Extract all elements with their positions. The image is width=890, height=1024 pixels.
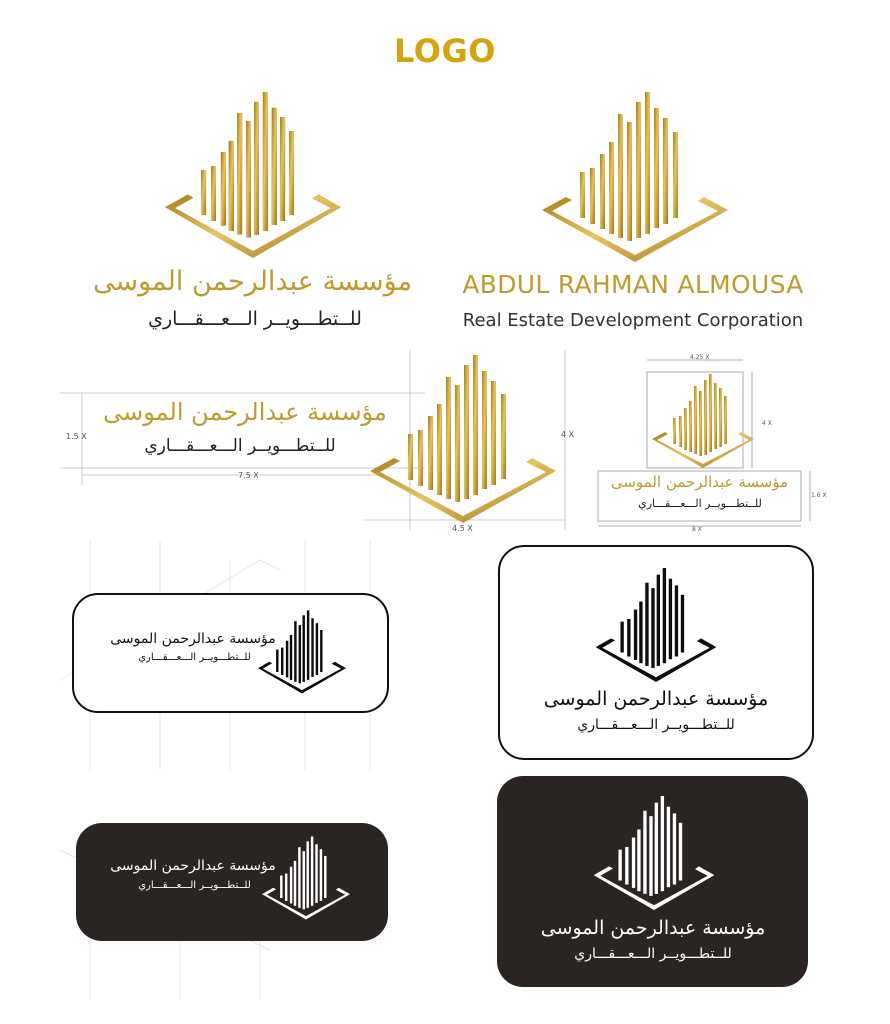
building-mark-icon [262,836,350,920]
arabic-tagline: للــتطـــويــر الـــعـــقـــاري [138,880,251,891]
arabic-tagline: للــتطـــويــر الـــعـــقـــاري [144,436,336,456]
building-mark-icon [594,568,718,682]
arabic-tagline: للــتطـــويــر الـــعـــقـــاري [577,717,735,733]
english-tagline: Real Estate Development Corporation [462,310,804,331]
dim-v-mark-width: 4.25 X [690,354,710,361]
building-mark-icon [652,374,754,468]
dim-mark-width: 4.5 X [452,524,473,533]
dim-v-mark-height: 4 X [762,420,772,427]
dim-width: 7.5 X [238,471,259,480]
arabic-name: مؤسسة عبدالرحمن الموسى [103,398,387,426]
arabic-tagline: للــتطـــويــر الـــعـــقـــاري [574,946,732,962]
arabic-tagline: للــتطـــويــر الـــعـــقـــاري [148,308,362,330]
arabic-name: مؤسسة عبدالرحمن الموسى [543,688,769,710]
building-mark-icon [542,92,728,262]
dim-mark-height: 4 X [561,430,575,439]
arabic-name: مؤسسة عبدالرحمن الموسى [110,858,276,874]
dim-v-text-width: 8 X [692,526,702,533]
dim-v-text-height: 1.6 X [811,492,827,499]
dim-height: 1.5 X [66,432,87,441]
arabic-tagline: للــتطـــويــر الـــعـــقـــاري [638,497,762,510]
building-mark-icon [592,796,716,910]
page-title: LOGO [394,32,496,70]
arabic-name: مؤسسة عبدالرحمن الموسى [110,631,276,647]
building-mark-icon [258,610,346,694]
arabic-name: مؤسسة عبدالرحمن الموسى [540,917,766,939]
building-mark-icon [165,92,341,258]
english-name: ABDUL RAHMAN ALMOUSA [462,270,804,299]
arabic-tagline: للــتطـــويــر الـــعـــقـــاري [138,652,251,663]
building-mark-icon [370,355,556,523]
arabic-name: مؤسسة عبدالرحمن الموسى [92,266,413,297]
arabic-name: مؤسسة عبدالرحمن الموسى [610,473,789,491]
